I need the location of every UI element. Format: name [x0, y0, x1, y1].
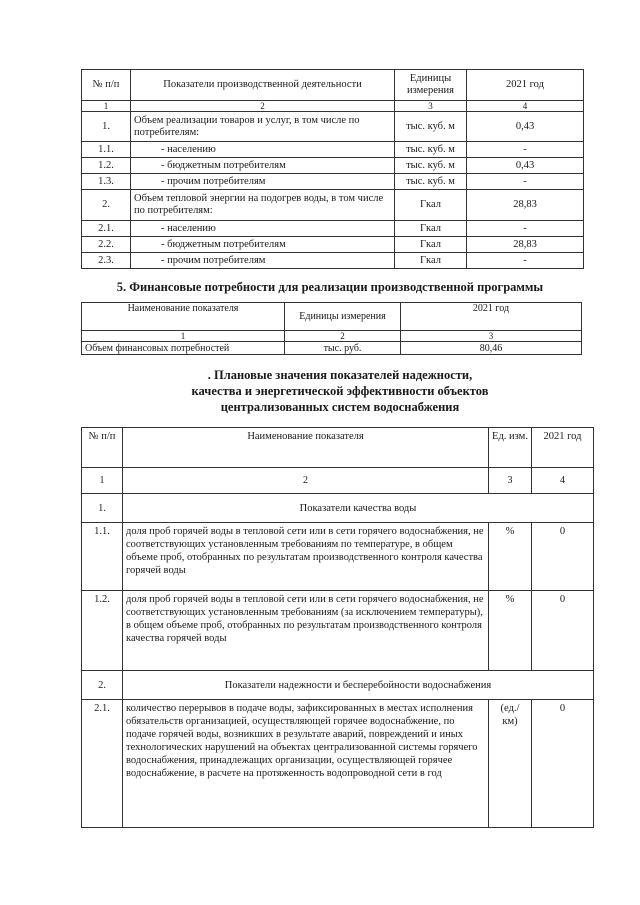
- row-name: - бюджетным потребителям: [131, 237, 395, 253]
- header-indicator: Наименование показателя: [123, 428, 489, 468]
- table-row: [82, 190, 584, 221]
- row-value: 80,46: [401, 342, 582, 355]
- col-number: 4: [532, 468, 594, 494]
- row-unit: тыс. куб. м: [395, 158, 467, 174]
- row-name: доля проб горячей воды в тепловой сети или в сети горячего водоснабжения, не соответствующих установленным требованиям (за исключением температуры), в общем объеме проб, отобранных по результатам производственного контроля качества горячей воды: [123, 591, 489, 671]
- row-unit: %: [489, 523, 532, 591]
- section-title: Показатели надежности и бесперебойности водоснабжения: [123, 671, 594, 700]
- col-number: 2: [285, 331, 401, 342]
- row-num: 2.1.: [82, 700, 123, 828]
- section-row: [82, 494, 594, 523]
- row-num: 2.: [82, 190, 131, 221]
- row-name: Объем тепловой энергии на подогрев воды, в том числе по потребителям:: [131, 190, 395, 221]
- row-unit: тыс. куб. м: [395, 174, 467, 190]
- table-header-row: [82, 428, 594, 468]
- header-year: 2021 год: [532, 428, 594, 468]
- row-value: 0,43: [467, 112, 584, 142]
- header-unit: Ед. изм.: [489, 428, 532, 468]
- row-num: 2.3.: [82, 253, 131, 269]
- table-header-row: [82, 70, 584, 101]
- row-num: 1.3.: [82, 174, 131, 190]
- row-unit: Гкал: [395, 190, 467, 221]
- production-indicators-table: [81, 69, 584, 269]
- row-name: - бюджетным потребителям: [131, 158, 395, 174]
- col-number: 2: [131, 101, 395, 112]
- col-number: 1: [82, 101, 131, 112]
- planned-section-title: [120, 367, 560, 415]
- table-header-row: [82, 303, 582, 331]
- table-row: [82, 237, 584, 253]
- row-value: 0: [532, 523, 594, 591]
- finance-table: [81, 302, 582, 355]
- row-name: Объем финансовых потребностей: [82, 342, 285, 355]
- col-number: 3: [401, 331, 582, 342]
- row-value: -: [467, 221, 584, 237]
- row-name: - населению: [131, 142, 395, 158]
- row-num: 1.2.: [82, 591, 123, 671]
- table-row: [82, 591, 594, 671]
- col-number: 3: [395, 101, 467, 112]
- row-value: 0: [532, 591, 594, 671]
- table-row: [82, 342, 582, 355]
- title-line: . Плановые значения показателей надежности,: [207, 368, 473, 382]
- row-unit: Гкал: [395, 221, 467, 237]
- row-num: 1.2.: [82, 158, 131, 174]
- table-row: [82, 700, 594, 828]
- row-num: 2.1.: [82, 221, 131, 237]
- finance-section-title: 5. Финансовые потребности для реализации производственной программы: [116, 280, 544, 294]
- header-unit: Единицы измерения: [395, 70, 467, 101]
- row-unit: тыс. руб.: [285, 342, 401, 355]
- row-num: 1.1.: [82, 523, 123, 591]
- row-name: - прочим потребителям: [131, 253, 395, 269]
- col-number: 2: [123, 468, 489, 494]
- row-name: - прочим потребителям: [131, 174, 395, 190]
- header-num: № п/п: [82, 70, 131, 101]
- col-number: 3: [489, 468, 532, 494]
- table-row: [82, 523, 594, 591]
- row-num: 1.1.: [82, 142, 131, 158]
- row-unit: тыс. куб. м: [395, 112, 467, 142]
- title-line: качества и энергетической эффективности объектов: [191, 384, 489, 398]
- header-indicator: Показатели производственной деятельности: [131, 70, 395, 101]
- section-num: 2.: [82, 671, 123, 700]
- column-numbers-row: [82, 331, 582, 342]
- table-row: [82, 142, 584, 158]
- header-year: 2021 год: [467, 70, 584, 101]
- section-row: [82, 671, 594, 700]
- row-name: Объем реализации товаров и услуг, в том числе по потребителям:: [131, 112, 395, 142]
- header-indicator: Наименование показателя: [82, 303, 285, 331]
- row-value: -: [467, 253, 584, 269]
- column-numbers-row: [82, 468, 594, 494]
- table-row: [82, 221, 584, 237]
- column-numbers-row: [82, 101, 584, 112]
- row-unit: Гкал: [395, 237, 467, 253]
- title-line: централизованных систем водоснабжения: [220, 400, 460, 414]
- table-row: [82, 253, 584, 269]
- table-row: [82, 158, 584, 174]
- header-unit: Единицы измерения: [285, 303, 401, 331]
- table-row: [82, 174, 584, 190]
- row-value: 28,83: [467, 190, 584, 221]
- row-name: количество перерывов в подаче воды, зафиксированных в местах исполнения обязательств организацией, осуществляющей горячее водоснабжение, по подаче горячей воды, возникших в результате аварий, повреждений и иных технологических нарушений на объектах централизованной системы горячего водоснабжения, принадлежащих организации, осуществляющей горячее водоснабжение, в расчете на протяженность водопроводной сети в год: [123, 700, 489, 828]
- row-unit: (ед./ км): [489, 700, 532, 828]
- row-unit: Гкал: [395, 253, 467, 269]
- header-year: 2021 год: [401, 303, 582, 331]
- row-num: 1.: [82, 112, 131, 142]
- row-value: 0: [532, 700, 594, 828]
- row-value: -: [467, 142, 584, 158]
- row-name: - населению: [131, 221, 395, 237]
- row-value: -: [467, 174, 584, 190]
- table-row: [82, 112, 584, 142]
- row-value: 28,83: [467, 237, 584, 253]
- col-number: 1: [82, 331, 285, 342]
- section-title: Показатели качества воды: [123, 494, 594, 523]
- row-unit: тыс. куб. м: [395, 142, 467, 158]
- col-number: 1: [82, 468, 123, 494]
- row-name: доля проб горячей воды в тепловой сети или в сети горячего водоснабжения, не соответствующих установленным требованиям по температуре, в общем объеме проб, отобранных по результатам производственного контроля качества горячей воды: [123, 523, 489, 591]
- header-num: № п/п: [82, 428, 123, 468]
- row-value: 0,43: [467, 158, 584, 174]
- row-unit: %: [489, 591, 532, 671]
- planned-indicators-table: [81, 427, 594, 828]
- section-num: 1.: [82, 494, 123, 523]
- row-num: 2.2.: [82, 237, 131, 253]
- col-number: 4: [467, 101, 584, 112]
